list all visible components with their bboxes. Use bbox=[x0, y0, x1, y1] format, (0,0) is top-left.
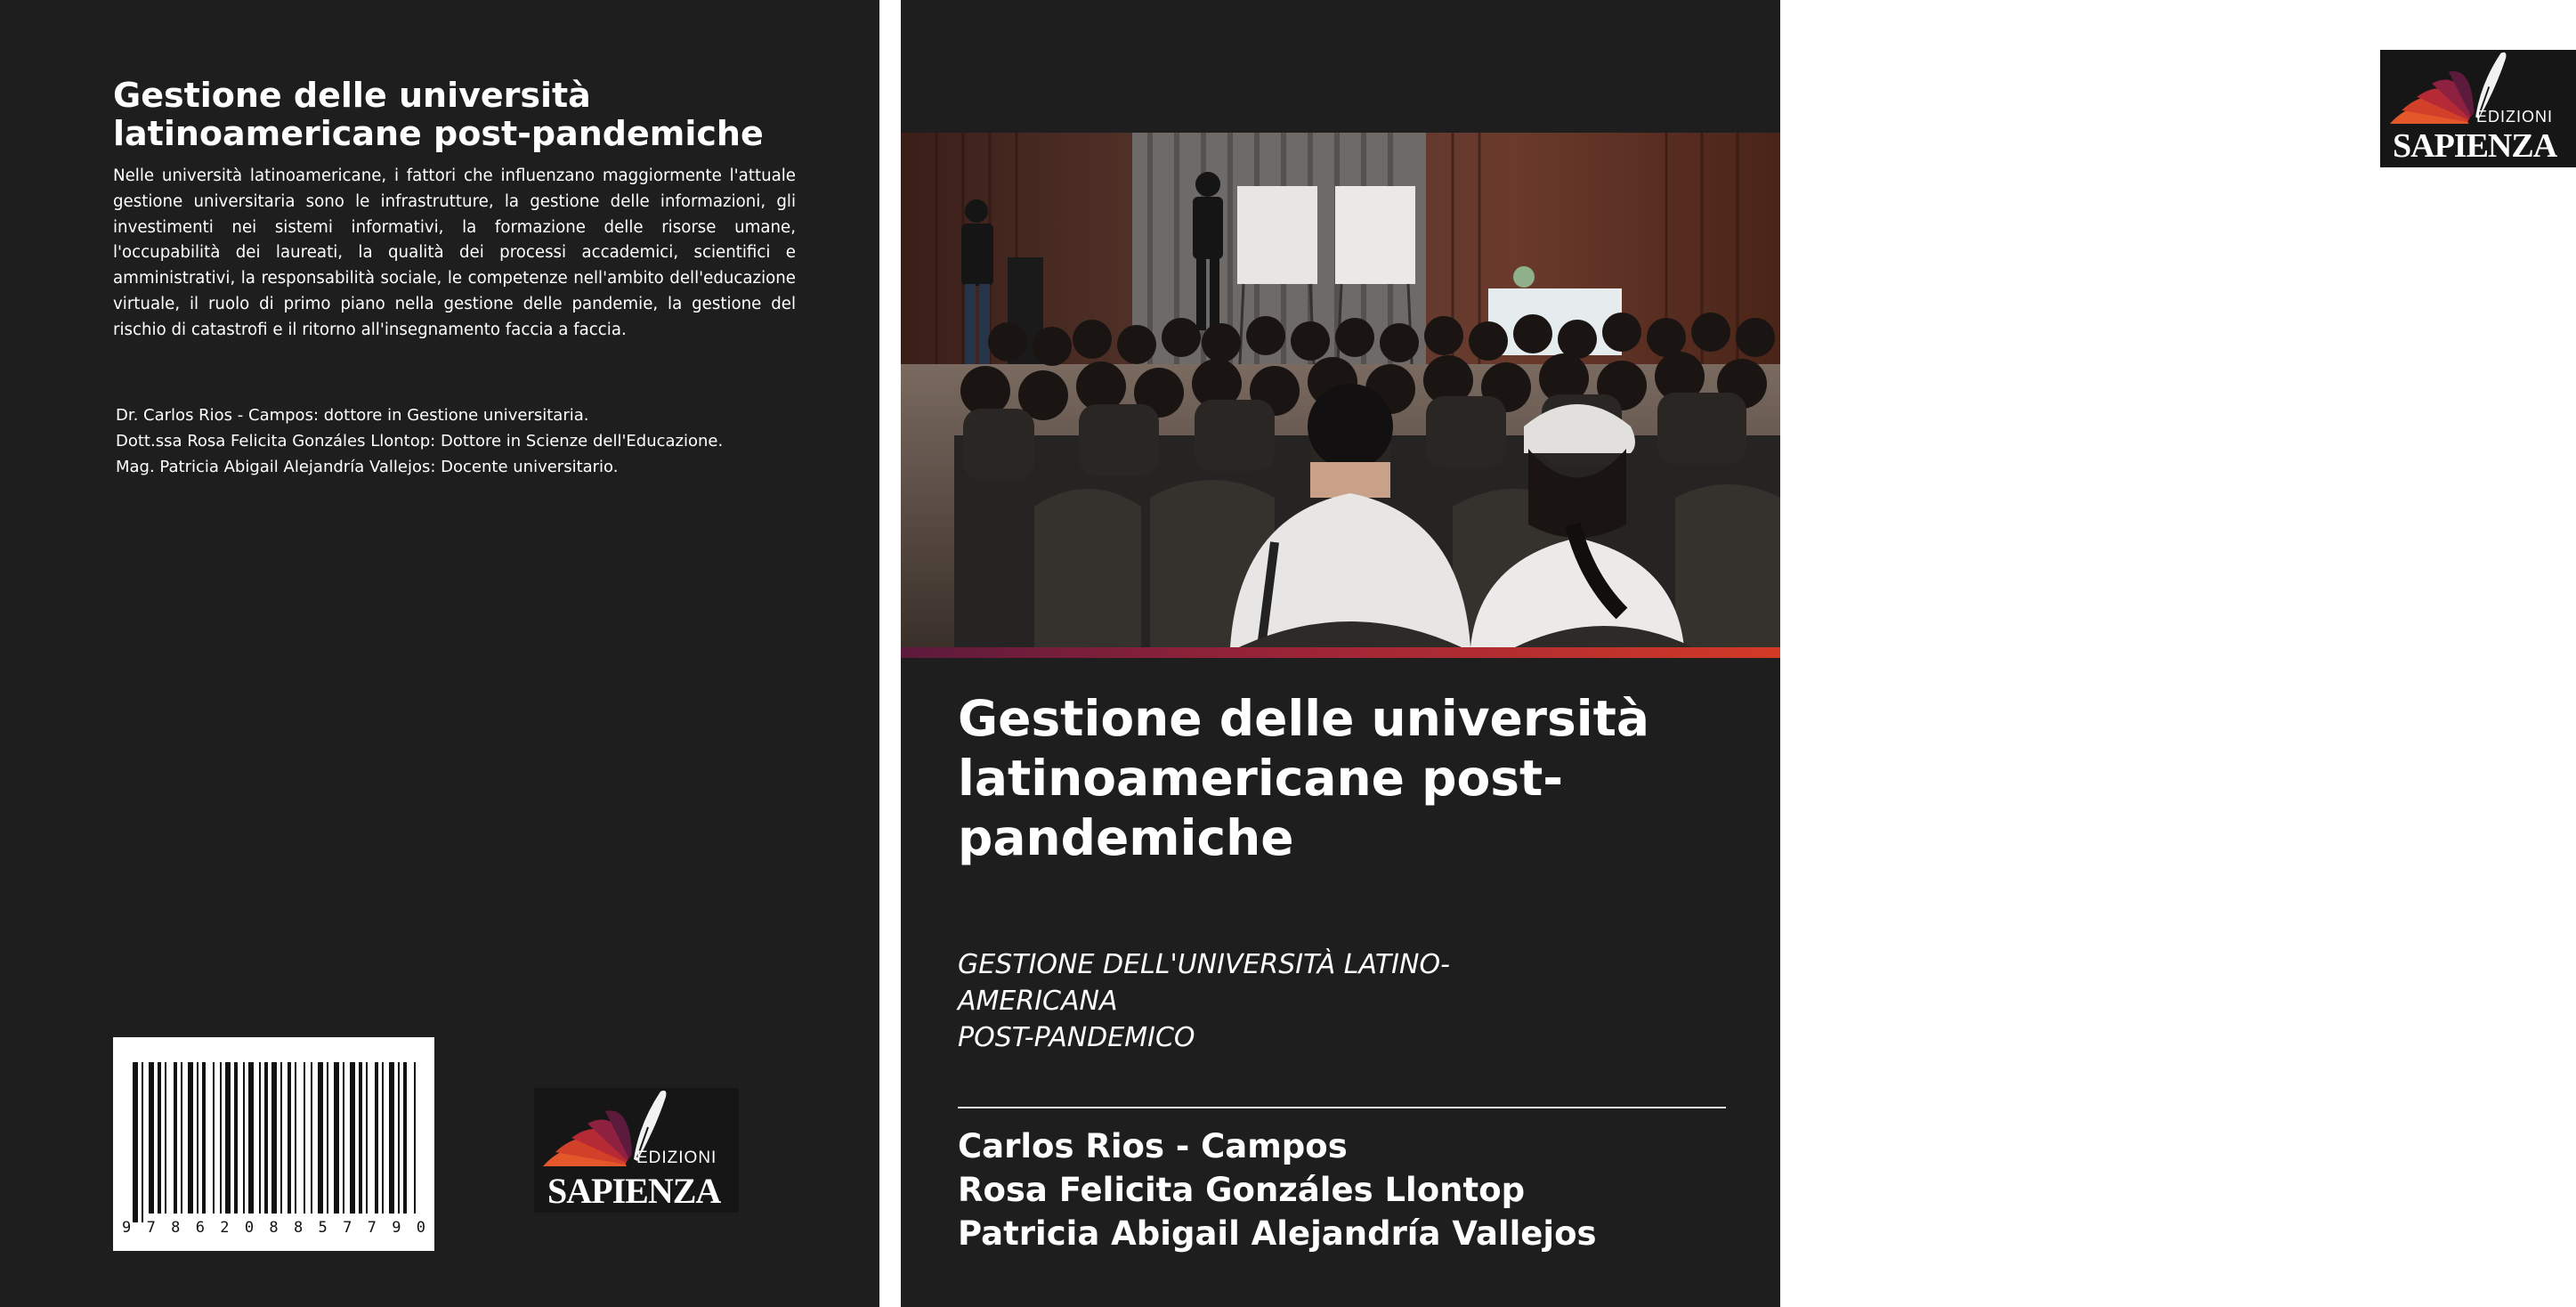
barcode-bar bbox=[403, 1062, 407, 1214]
author-bio: Mag. Patricia Abigail Alejandría Vallejos: Docente universitario. bbox=[116, 458, 619, 476]
barcode-bar bbox=[318, 1062, 323, 1214]
isbn-digit: 0 bbox=[416, 1219, 425, 1237]
publisher-line1: EDIZIONI bbox=[2476, 108, 2554, 126]
barcode-bar bbox=[343, 1062, 344, 1214]
barcode-bar bbox=[389, 1062, 394, 1214]
barcode-bar bbox=[350, 1062, 355, 1214]
isbn-digit: 8 bbox=[293, 1219, 304, 1237]
barcode-bar bbox=[165, 1062, 166, 1214]
spine-gap bbox=[879, 0, 901, 1307]
barcode-bar bbox=[334, 1062, 339, 1214]
barcode-bar bbox=[271, 1062, 277, 1214]
author-name: Carlos Rios - Campos bbox=[958, 1127, 1348, 1165]
barcode-bar bbox=[158, 1062, 161, 1214]
isbn-digit: 7 bbox=[367, 1219, 377, 1237]
author-bios bbox=[116, 402, 810, 480]
conference-audience-illustration bbox=[901, 133, 1780, 647]
back-cover bbox=[0, 0, 879, 1307]
barcode-bar bbox=[264, 1062, 268, 1214]
publisher-line1: EDIZIONI bbox=[636, 1149, 717, 1167]
barcode-bar bbox=[133, 1062, 138, 1222]
isbn-digit: 8 bbox=[269, 1219, 279, 1237]
barcode-bar bbox=[311, 1062, 312, 1214]
author-bio: Dr. Carlos Rios - Campos: dottore in Gestione universitaria. bbox=[116, 406, 589, 425]
barcode-bar bbox=[359, 1062, 362, 1214]
barcode-bar bbox=[149, 1062, 154, 1214]
barcode-bar bbox=[225, 1062, 231, 1214]
barcode-bar bbox=[414, 1062, 416, 1214]
front-cover-title: Gestione delle università latinoamericane post-pandemiche bbox=[958, 690, 1649, 866]
publisher-logo bbox=[534, 1088, 739, 1213]
isbn-digit: 5 bbox=[318, 1219, 328, 1237]
barcode-bar bbox=[280, 1062, 282, 1214]
barcode-bar bbox=[188, 1062, 193, 1214]
barcode-bar bbox=[213, 1062, 215, 1214]
publisher-logo bbox=[2380, 50, 2576, 167]
cover-photo bbox=[901, 133, 1780, 647]
back-cover-blurb: Nelle università latinoamericane, i fattori che influenzano maggiormente l'attuale gestione universitaria sono le infrastrutture, la gestione delle informazioni, gli investimenti nei sistemi informativi, la formazione delle risorse umane, l'occupabilità dei laureati, la qualità dei processi accademici, scientifici e amministrativi, la responsabilità sociale, le competenze nell'ambito dell'educazione virtuale, il ruolo di primo piano nella gestione delle pandemie, la gestione del rischio di catastrofi e il ritorno all'insegnamento faccia a faccia. bbox=[113, 166, 796, 339]
author-name: Patricia Abigail Alejandría Vallejos bbox=[958, 1214, 1597, 1253]
barcode-bar bbox=[327, 1062, 328, 1214]
barcode-bar bbox=[248, 1062, 254, 1214]
author-bio: Dott.ssa Rosa Felicita Gonzáles Llontop: Dottore in Scienze dell'Educazione. bbox=[116, 432, 724, 451]
isbn-barcode bbox=[113, 1037, 434, 1251]
author-name: Rosa Felicita Gonzáles Llontop bbox=[958, 1171, 1526, 1209]
barcode-bar bbox=[234, 1062, 238, 1214]
back-cover-title: Gestione delle università latinoamericane post-pandemiche bbox=[113, 76, 764, 153]
front-cover-subtitle: GESTIONE DELL'UNIVERSITÀ LATINO- AMERICANA POST-PANDEMICO bbox=[958, 949, 1450, 1053]
barcode-bar bbox=[375, 1062, 378, 1214]
barcode-bar bbox=[304, 1062, 305, 1214]
isbn-digit: 6 bbox=[195, 1219, 205, 1237]
isbn-digit: 7 bbox=[343, 1219, 352, 1237]
isbn-digit: 2 bbox=[220, 1219, 230, 1237]
author-list bbox=[958, 1124, 1597, 1255]
barcode-bar bbox=[220, 1062, 222, 1214]
accent-stripe bbox=[901, 647, 1780, 658]
isbn-digit: 9 bbox=[122, 1219, 132, 1237]
isbn-digit: 9 bbox=[392, 1219, 401, 1237]
barcode-bar bbox=[197, 1062, 198, 1214]
barcode-bar bbox=[259, 1062, 261, 1214]
barcode-bar bbox=[174, 1062, 177, 1214]
publisher-line2: SAPIENZA bbox=[547, 1171, 721, 1211]
barcode-bar bbox=[295, 1062, 296, 1214]
isbn-digit: 8 bbox=[171, 1219, 181, 1237]
isbn-number bbox=[122, 1219, 425, 1237]
barcode-bar bbox=[142, 1062, 143, 1222]
isbn-digit: 0 bbox=[244, 1219, 255, 1237]
barcode-bar bbox=[243, 1062, 245, 1214]
barcode-bar bbox=[382, 1062, 384, 1214]
barcode-bar bbox=[366, 1062, 368, 1214]
barcode-bar bbox=[288, 1062, 291, 1214]
title-divider bbox=[958, 1107, 1726, 1108]
front-cover bbox=[901, 0, 2557, 1307]
barcode-bar bbox=[181, 1062, 182, 1214]
barcode-bar bbox=[202, 1062, 206, 1214]
barcode-bar bbox=[398, 1062, 400, 1214]
isbn-digit: 7 bbox=[146, 1219, 156, 1237]
publisher-line2: SAPIENZA bbox=[2393, 127, 2557, 165]
